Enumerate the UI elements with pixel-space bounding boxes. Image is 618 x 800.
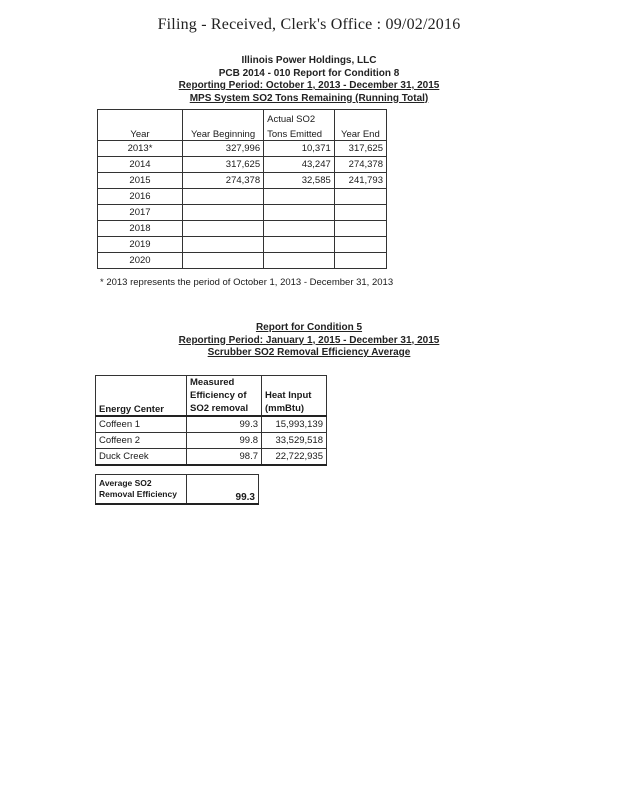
table-row: 2018 (98, 221, 387, 237)
header-emitted-top: Actual SO2 (264, 110, 335, 126)
table-row: Coffeen 2 99.8 33,529,518 (96, 433, 327, 449)
average-label: Average SO2 Removal Efficiency (96, 475, 187, 505)
table-row: 2016 (98, 189, 387, 205)
table-row: 2019 (98, 237, 387, 253)
scrubber-efficiency-table (95, 375, 327, 466)
section2-header (0, 322, 618, 360)
table-header-row (98, 110, 387, 126)
reporting-period-2: Reporting Period: January 1, 2015 - December 31, 2015 (178, 334, 440, 346)
header-energy-center: Energy Center (96, 376, 187, 417)
so2-tons-subtitle: MPS System SO2 Tons Remaining (Running Total) (189, 92, 429, 104)
section1-header (0, 55, 618, 105)
header-measured-efficiency: Measured Efficiency of SO2 removal (187, 376, 262, 417)
average-efficiency-box (95, 474, 259, 505)
table-header-row (98, 125, 387, 141)
table-row: 2015 274,378 32,585 241,793 (98, 173, 387, 189)
table-row: 2013* 327,996 10,371 317,625 (98, 141, 387, 157)
table-row: Coffeen 1 99.3 15,993,139 (96, 416, 327, 433)
header-year-beginning: Year Beginning (183, 125, 264, 141)
average-value: 99.3 (187, 475, 259, 505)
report-title-condition-8: PCB 2014 - 010 Report for Condition 8 (218, 67, 400, 79)
header-year-end: Year End (334, 125, 386, 141)
company-name: Illinois Power Holdings, LLC (241, 55, 377, 66)
table-header-row (96, 376, 327, 417)
reporting-period-1: Reporting Period: October 1, 2013 - December 31, 2015 (178, 80, 440, 91)
table-row: Duck Creek 98.7 22,722,935 (96, 449, 327, 466)
header-heat-input: Heat Input (mmBtu) (262, 376, 327, 417)
efficiency-subtitle: Scrubber SO2 Removal Efficiency Average (207, 347, 411, 358)
table-row: 2014 317,625 43,247 274,378 (98, 157, 387, 173)
footnote-2013: * 2013 represents the period of October 1, 2013 - December 31, 2013 (100, 277, 394, 288)
table-row: 2020 (98, 253, 387, 269)
filing-stamp: Filing - Received, Clerk's Office : 09/02/2016 (157, 16, 461, 33)
header-emitted-bottom: Tons Emitted (264, 125, 335, 141)
report-title-condition-5: Report for Condition 5 (255, 322, 363, 333)
table-row: 2017 (98, 205, 387, 221)
header-year: Year (98, 125, 183, 141)
so2-tons-table (97, 109, 387, 269)
table-row (96, 475, 259, 505)
